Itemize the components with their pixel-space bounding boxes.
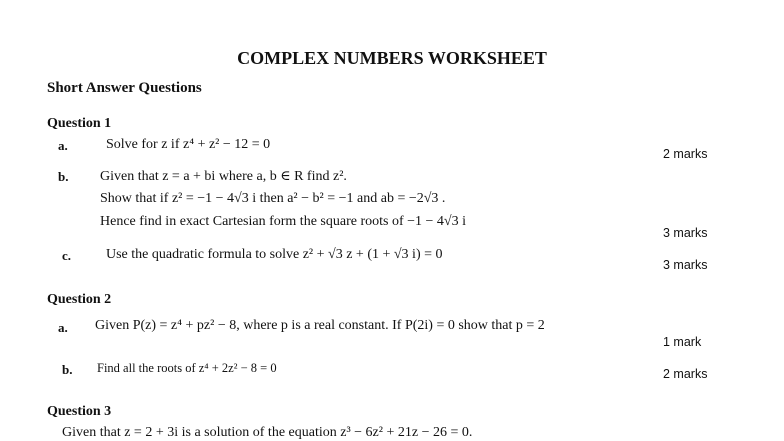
q2a-label: a. (58, 320, 68, 335)
question-1-heading: Question 1 (47, 116, 112, 131)
section-heading: Short Answer Questions (47, 80, 202, 96)
q2a-text: Given P(z) = z⁴ + pz² − 8, where p is a real constant. If P(2i) = 0 show that p = 2 (95, 318, 545, 333)
q1a-label: a. (58, 138, 68, 153)
q1a-marks: 2 marks (663, 147, 708, 161)
q2b-text: Find all the roots of z⁴ + 2z² − 8 = 0 (97, 361, 277, 375)
q1c-marks: 3 marks (663, 258, 708, 272)
q2a-marks: 1 mark (663, 335, 702, 349)
q3-text: Given that z = 2 + 3i is a solution of the equation z³ − 6z² + 21z − 26 = 0. (62, 425, 473, 440)
q1c-label: c. (62, 248, 72, 263)
q1c-text: Use the quadratic formula to solve z² + √3 z + (1 + √3 i) = 0 (106, 247, 443, 262)
q1a-text: Solve for z if z⁴ + z² − 12 = 0 (106, 137, 271, 152)
q1b-marks: 3 marks (663, 226, 708, 240)
q1b-line3: Hence find in exact Cartesian form the square roots of −1 − 4√3 i (100, 214, 466, 229)
question-3-heading: Question 3 (47, 404, 112, 419)
worksheet-title: COMPLEX NUMBERS WORKSHEET (237, 48, 547, 68)
q1b-label: b. (58, 169, 69, 184)
q2b-label: b. (62, 362, 73, 377)
q1b-line2: Show that if z² = −1 − 4√3 i then a² − b² = −1 and ab = −2√3 . (100, 191, 446, 206)
q2b-marks: 2 marks (663, 367, 708, 381)
q1b-line1: Given that z = a + bi where a, b ∈ R find z². (100, 169, 347, 184)
question-2-heading: Question 2 (47, 292, 112, 307)
